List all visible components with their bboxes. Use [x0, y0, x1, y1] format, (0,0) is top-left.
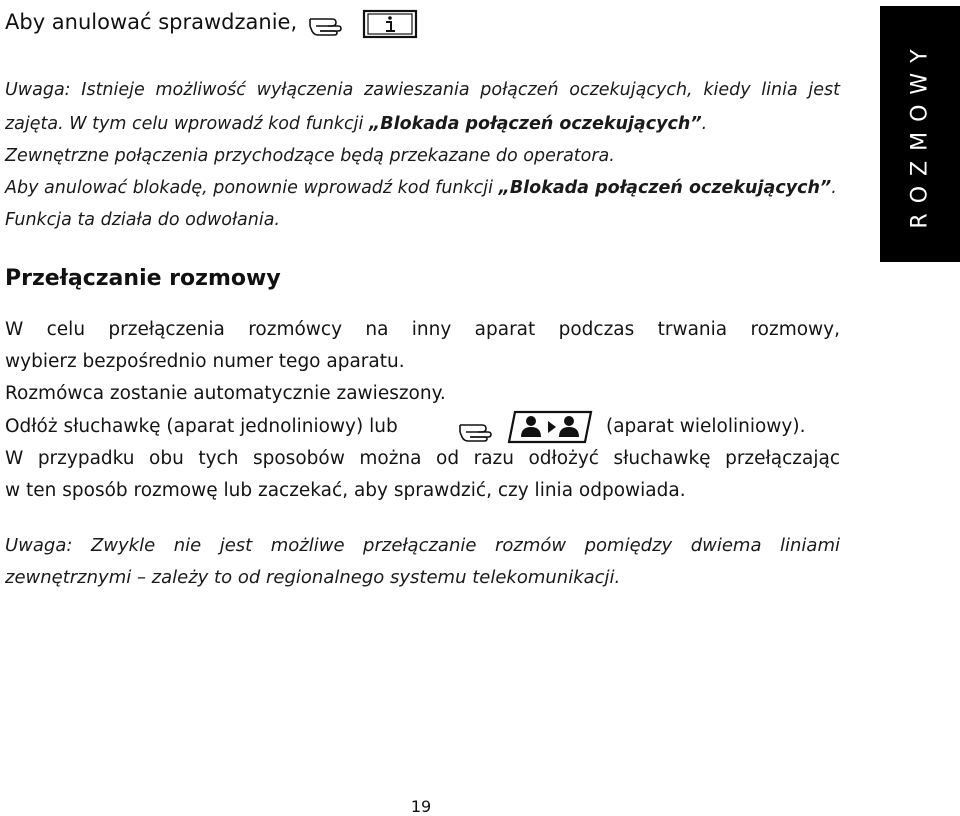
intro-note-line-2: [5, 114, 707, 134]
info-key-icon: [362, 9, 418, 39]
intro-note-text: zajęta. W tym celu wprowadź kod funkcji: [5, 114, 369, 134]
intro-heading: Aby anulować sprawdzanie,: [5, 10, 298, 34]
feature-code-name: „Blokada połączeń oczekujących”: [368, 114, 702, 134]
section-body-line-1: W celu przełączenia rozmówcy na inny aparat podczas trwania rozmowy,: [5, 319, 840, 340]
section-body-line-5: W przypadku obu tych sposobów można od razu odłożyć słuchawkę przełączając: [5, 448, 840, 469]
intro-note-text: .: [701, 114, 708, 134]
chapter-side-tab: [880, 6, 960, 262]
transfer-key-icon: [505, 410, 595, 444]
intro-note-line-4: [5, 178, 837, 198]
section-body-line-4-start: Odłóż słuchawkę (aparat jednoliniowy) lub: [5, 416, 398, 437]
section-note-line-2: zewnętrznymi – zależy to od regionalnego systemu telekomunikacji.: [5, 567, 621, 588]
section-body-line-4-end: (aparat wieloliniowy).: [606, 416, 806, 437]
section-note-line-1: Uwaga: Zwykle nie jest możliwe przełączanie rozmów pomiędzy dwiema liniami: [5, 535, 840, 556]
section-body-line-3: Rozmówca zostanie automatycznie zawieszony.: [5, 383, 446, 404]
intro-note-line-1: Uwaga: Istnieje możliwość wyłączenia zawieszania połączeń oczekujących, kiedy linia jest: [5, 80, 840, 100]
page-number: 19: [410, 797, 432, 816]
pointing-hand-icon: [308, 14, 350, 36]
feature-code-name: „Blokada połączeń oczekujących”: [498, 178, 832, 198]
intro-note-line-3: Zewnętrzne połączenia przychodzące będą przekazane do operatora.: [5, 146, 615, 166]
section-body-line-2: wybierz bezpośrednio numer tego aparatu.: [5, 351, 405, 372]
chapter-side-tab-label: ROZMOWY: [907, 39, 933, 229]
pointing-hand-icon: [458, 420, 500, 442]
intro-note-line-5: Funkcja ta działa do odwołania.: [5, 210, 280, 230]
intro-note-text: Aby anulować blokadę, ponownie wprowadź kod funkcji: [5, 178, 499, 198]
intro-note-text: .: [831, 178, 837, 198]
section-title: Przełączanie rozmowy: [5, 266, 281, 291]
section-body-line-6: w ten sposób rozmowę lub zaczekać, aby sprawdzić, czy linia odpowiada.: [5, 480, 686, 501]
